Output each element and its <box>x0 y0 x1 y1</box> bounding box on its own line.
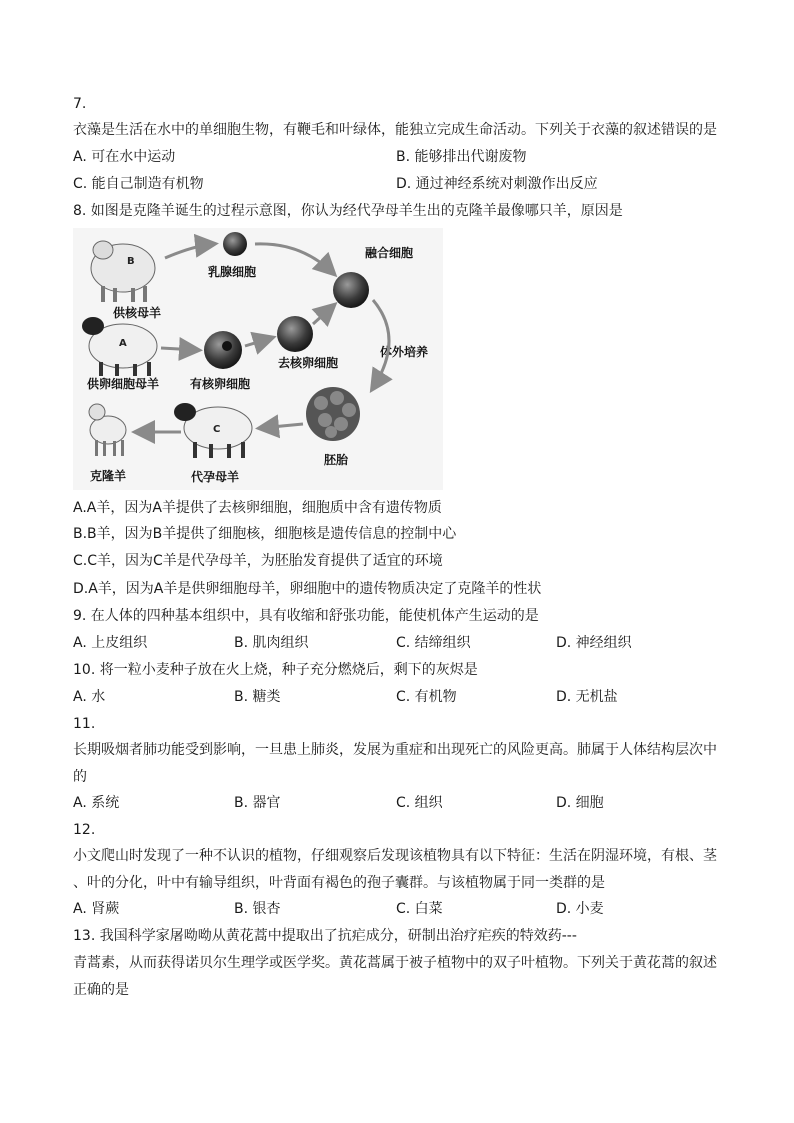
q11-option-c[interactable]: C. 组织 <box>396 795 443 811</box>
q10-option-c[interactable]: C. 有机物 <box>396 689 457 705</box>
q9-stem: 9. 在人体的四种基本组织中，具有收缩和舒张功能，能使机体产生运动的是 <box>73 608 539 624</box>
q9-option-a[interactable]: A. 上皮组织 <box>73 635 148 651</box>
q9-option-c[interactable]: C. 结缔组织 <box>396 635 471 651</box>
q10-stem: 10. 将一粒小麦种子放在火上烧，种子充分燃烧后，剩下的灰烬是 <box>73 662 478 678</box>
enucleated-egg-cell <box>277 316 313 352</box>
q12-option-a[interactable]: A. 肾蕨 <box>73 901 120 917</box>
clone-label: 克隆羊 <box>90 469 127 483</box>
q12-option-d[interactable]: D. 小麦 <box>556 901 604 917</box>
nucleus-donor-label: 供核母羊 <box>113 306 162 320</box>
sheep-a-label: A <box>119 338 127 349</box>
arrow-a-to-egg <box>161 348 197 350</box>
mammary-cell-label: 乳腺细胞 <box>208 265 257 279</box>
q11-stem-continued: 的 <box>73 769 87 785</box>
q12-option-c[interactable]: C. 白菜 <box>396 901 443 917</box>
q13-stem-end: 正确的是 <box>73 982 129 998</box>
q10-option-b[interactable]: B. 糖类 <box>234 689 281 705</box>
mammary-cell <box>223 232 247 256</box>
q11-option-b[interactable]: B. 器官 <box>234 795 281 811</box>
nucleated-egg-label: 有核卵细胞 <box>190 377 251 391</box>
sheep-b-label: B <box>127 256 135 267</box>
q9-option-b[interactable]: B. 肌肉组织 <box>234 635 309 651</box>
q7-option-b[interactable]: B. 能够排出代谢废物 <box>396 149 527 165</box>
cloning-diagram <box>73 228 443 490</box>
q11-option-a[interactable]: A. 系统 <box>73 795 120 811</box>
nucleated-egg-cell <box>204 331 242 369</box>
q11-stem: 长期吸烟者肺功能受到影响，一旦患上肺炎，发展为重症和出现死亡的风险更高。肺属于人体结构层次中 <box>73 742 717 758</box>
q9-option-d[interactable]: D. 神经组织 <box>556 635 632 651</box>
q11-option-d[interactable]: D. 细胞 <box>556 795 604 811</box>
q12-stem-continued: 、叶的分化，叶中有输导组织，叶背面有褐色的孢子囊群。与该植物属于同一类群的是 <box>73 875 605 891</box>
q12-number: 12. <box>73 822 96 838</box>
egg-donor-label: 供卵细胞母羊 <box>87 377 160 391</box>
q7-number: 7. <box>73 96 87 112</box>
q7-option-a[interactable]: A. 可在水中运动 <box>73 149 176 165</box>
q8-option-b[interactable]: B.B羊，因为B羊提供了细胞核，细胞核是遗传信息的控制中心 <box>73 526 457 542</box>
q7-option-d[interactable]: D. 通过神经系统对刺激作出反应 <box>396 176 598 192</box>
q13-stem: 13. 我国科学家屠呦呦从黄花蒿中提取出了抗疟成分，研制出治疗疟疾的特效药--- <box>73 928 577 944</box>
q8-option-d[interactable]: D.A羊，因为A羊是供卵细胞母羊，卵细胞中的遗传物质决定了克隆羊的性状 <box>73 581 542 597</box>
q7-stem: 衣藻是生活在水中的单细胞生物，有鞭毛和叶绿体，能独立完成生命活动。下列关于衣藻的叙述错误的是 <box>73 122 717 138</box>
q13-stem-continued: 青蒿素，从而获得诺贝尔生理学或医学奖。黄花蒿属于被子植物中的双子叶植物。下列关于黄花蒿的叙述 <box>73 955 717 971</box>
q8-option-c[interactable]: C.C羊，因为C羊是代孕母羊，为胚胎发育提供了适宜的环境 <box>73 553 443 569</box>
fused-cell-label: 融合细胞 <box>365 246 414 260</box>
surrogate-label: 代孕母羊 <box>191 470 240 484</box>
enucleated-egg-label: 去核卵细胞 <box>278 356 339 370</box>
sheep-c-label: C <box>213 424 221 435</box>
embryo-image <box>306 387 360 441</box>
q11-number: 11. <box>73 716 96 732</box>
q10-option-a[interactable]: A. 水 <box>73 689 106 705</box>
q7-option-c[interactable]: C. 能自己制造有机物 <box>73 176 204 192</box>
embryo-label: 胚胎 <box>324 453 349 467</box>
q8-option-a[interactable]: A.A羊，因为A羊提供了去核卵细胞，细胞质中含有遗传物质 <box>73 500 442 516</box>
q12-stem: 小文爬山时发现了一种不认识的植物，仔细观察后发现该植物具有以下特征：生活在阴湿环境，有根、茎 <box>73 848 717 864</box>
fused-cell <box>333 272 369 308</box>
q8-stem: 8. 如图是克隆羊诞生的过程示意图，你认为经代孕母羊生出的克隆羊最像哪只羊，原因是 <box>73 203 623 219</box>
q12-option-b[interactable]: B. 银杏 <box>234 901 281 917</box>
in-vitro-culture-label: 体外培养 <box>380 345 429 359</box>
q10-option-d[interactable]: D. 无机盐 <box>556 689 618 705</box>
